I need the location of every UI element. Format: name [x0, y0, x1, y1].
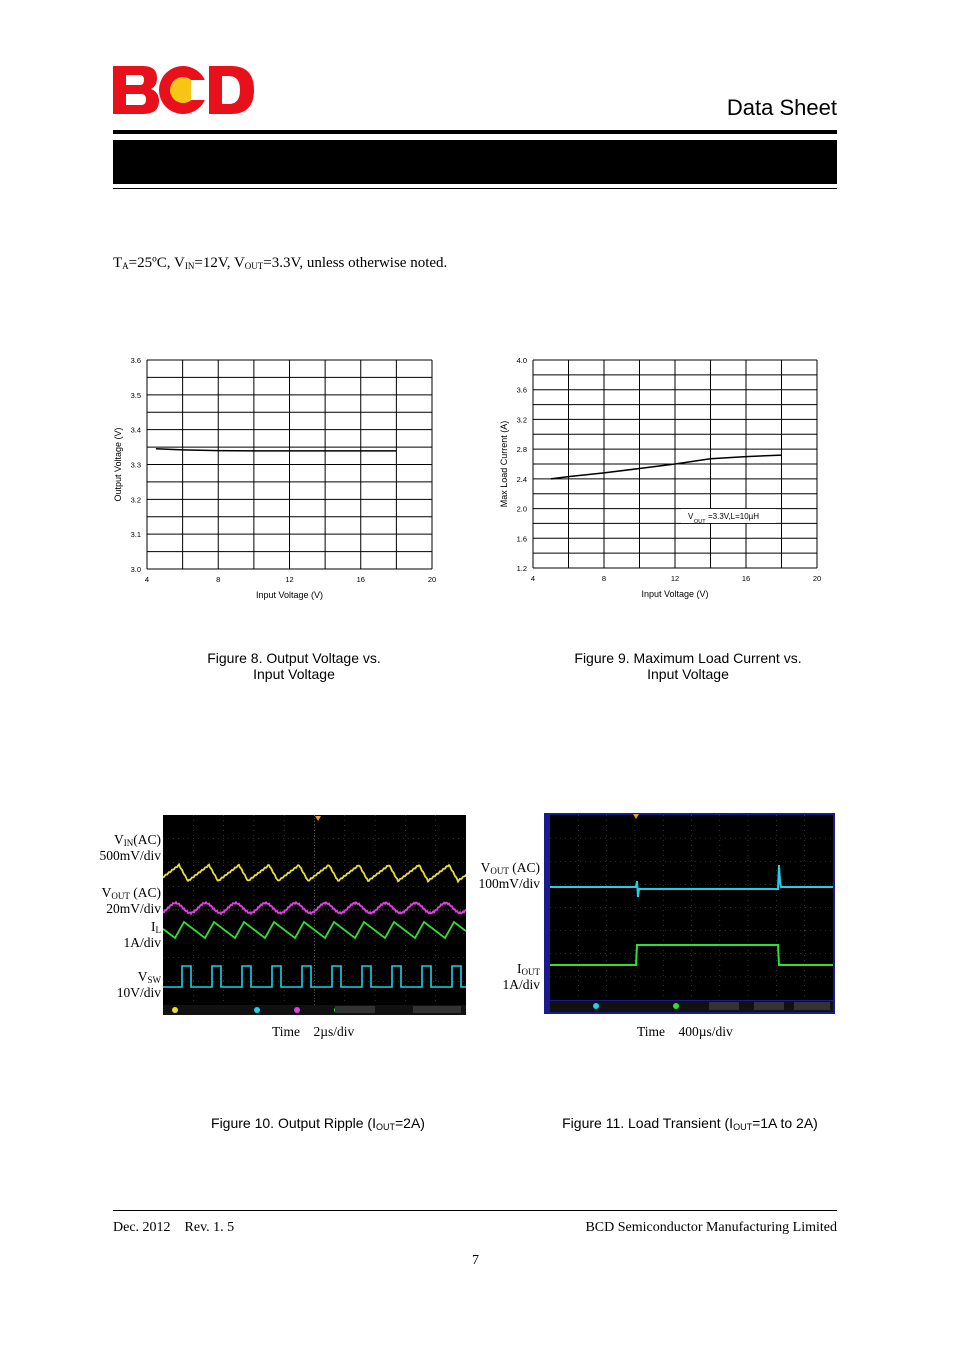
annotation-v: V — [688, 512, 694, 521]
x-tick-label: 20 — [427, 575, 437, 584]
company-logo — [113, 66, 255, 114]
figure-9-caption: Figure 9. Maximum Load Current vs. Input Voltage — [574, 650, 802, 682]
scope11-time-label: Time 400µs/div — [637, 1024, 733, 1039]
x-tick-label: 20 — [812, 574, 822, 583]
scope10-vout-label: $V_{OUT}$ (AC) 20mV/div — [101, 885, 161, 916]
y-tick-label: 3.1 — [130, 530, 141, 540]
scope-inner — [550, 815, 833, 1000]
x-tick-label: 4 — [144, 575, 150, 584]
footer-date-rev: Dec. 2012 Rev. 1. 5 — [113, 1220, 235, 1235]
x-tick-label: 12 — [670, 574, 680, 583]
chart-max-load-current — [490, 345, 830, 605]
scope10-il-label: $I_L$ 1A/div — [123, 919, 161, 950]
footer-company: BCD Semiconductor Manufacturing Limited — [585, 1220, 837, 1235]
scope-status-bar — [550, 1001, 833, 1012]
scope-output-ripple — [163, 815, 466, 1015]
x-tick-label: 16 — [356, 575, 365, 584]
y-tick-label: 3.2 — [130, 495, 141, 505]
y-tick-label: 4.0 — [516, 356, 527, 365]
y-tick-label: 2.8 — [516, 445, 527, 455]
test-conditions: $T_A=25ºC$, $V_{IN}=12V$, $V_{OUT}=3.3V$, unless otherwise noted. — [113, 255, 448, 271]
channel-indicator — [172, 1007, 178, 1013]
chart-output-voltage — [100, 345, 450, 610]
figure-8-caption: Figure 8. Output Voltage vs. Input Voltage — [207, 650, 381, 682]
y-axis-label: Output Voltage (V) — [113, 427, 123, 502]
trigger-readout — [413, 1006, 461, 1013]
header-rule — [113, 130, 837, 134]
annotation-rest: =3.3V,L=10µH — [708, 512, 760, 521]
y-tick-label: 3.5 — [130, 390, 141, 400]
timebase-readout — [335, 1006, 375, 1013]
figure-11-caption: Figure 11. Load Transient ($I_{OUT}=1A$ to 2A) — [562, 1115, 818, 1132]
y-tick-label: 2.0 — [516, 504, 527, 514]
y-tick-label: 3.0 — [130, 565, 141, 574]
scope11-vout-label: $V_{OUT}$ (AC) 100mV/div — [478, 860, 540, 891]
scope10-vsw-label: $V_{SW}$ 10V/div — [116, 969, 161, 1000]
scope10-vin-label: $V_{IN}(AC)$ 500mV/div — [99, 832, 161, 863]
bcd-logo-graphic — [113, 66, 255, 114]
y-tick-label: 3.6 — [130, 356, 141, 365]
channel-indicator — [673, 1003, 679, 1009]
page-number: 7 — [472, 1253, 479, 1268]
trigger-readout — [794, 1002, 830, 1010]
scope-load-transient — [544, 813, 835, 1014]
channel-indicator — [593, 1003, 599, 1009]
series-line — [551, 455, 782, 479]
y-tick-label: 3.2 — [516, 415, 527, 425]
annotation-sub: OUT — [694, 519, 706, 525]
x-tick-label: 16 — [741, 574, 751, 583]
x-tick-label: 8 — [601, 574, 607, 583]
doc-type-title: Data Sheet — [726, 95, 837, 120]
annotation-box — [681, 509, 776, 525]
figure-10-caption: Figure 10. Output Ripple $(I_{OUT}=2A)$ — [211, 1115, 425, 1132]
y-axis-label: Max Load Current (A) — [499, 420, 509, 508]
channel-indicator — [254, 1007, 260, 1013]
x-tick-label: 12 — [285, 575, 294, 584]
y-tick-label: 3.4 — [130, 425, 141, 435]
scope10-time-label: Time 2µs/div — [272, 1024, 355, 1039]
y-tick-label: 3.6 — [516, 385, 527, 395]
y-tick-label: 2.4 — [516, 474, 527, 484]
section-bar-underline — [113, 188, 837, 189]
y-tick-label: 1.6 — [516, 534, 527, 544]
sample-rate-readout — [754, 1002, 784, 1010]
scope11-iout-label: $I_{OUT}$ 1A/div — [502, 961, 540, 992]
channel-indicator — [294, 1007, 300, 1013]
footer-rule — [113, 1210, 837, 1211]
x-tick-label: 8 — [216, 575, 221, 584]
y-tick-label: 1.2 — [516, 564, 527, 573]
section-title-bar — [113, 140, 837, 184]
x-axis-label: Input Voltage (V) — [255, 590, 324, 600]
x-tick-label: 4 — [530, 574, 536, 583]
x-axis-label: Input Voltage (V) — [641, 589, 709, 599]
timebase-readout — [709, 1002, 739, 1010]
y-tick-label: 3.3 — [130, 460, 141, 470]
